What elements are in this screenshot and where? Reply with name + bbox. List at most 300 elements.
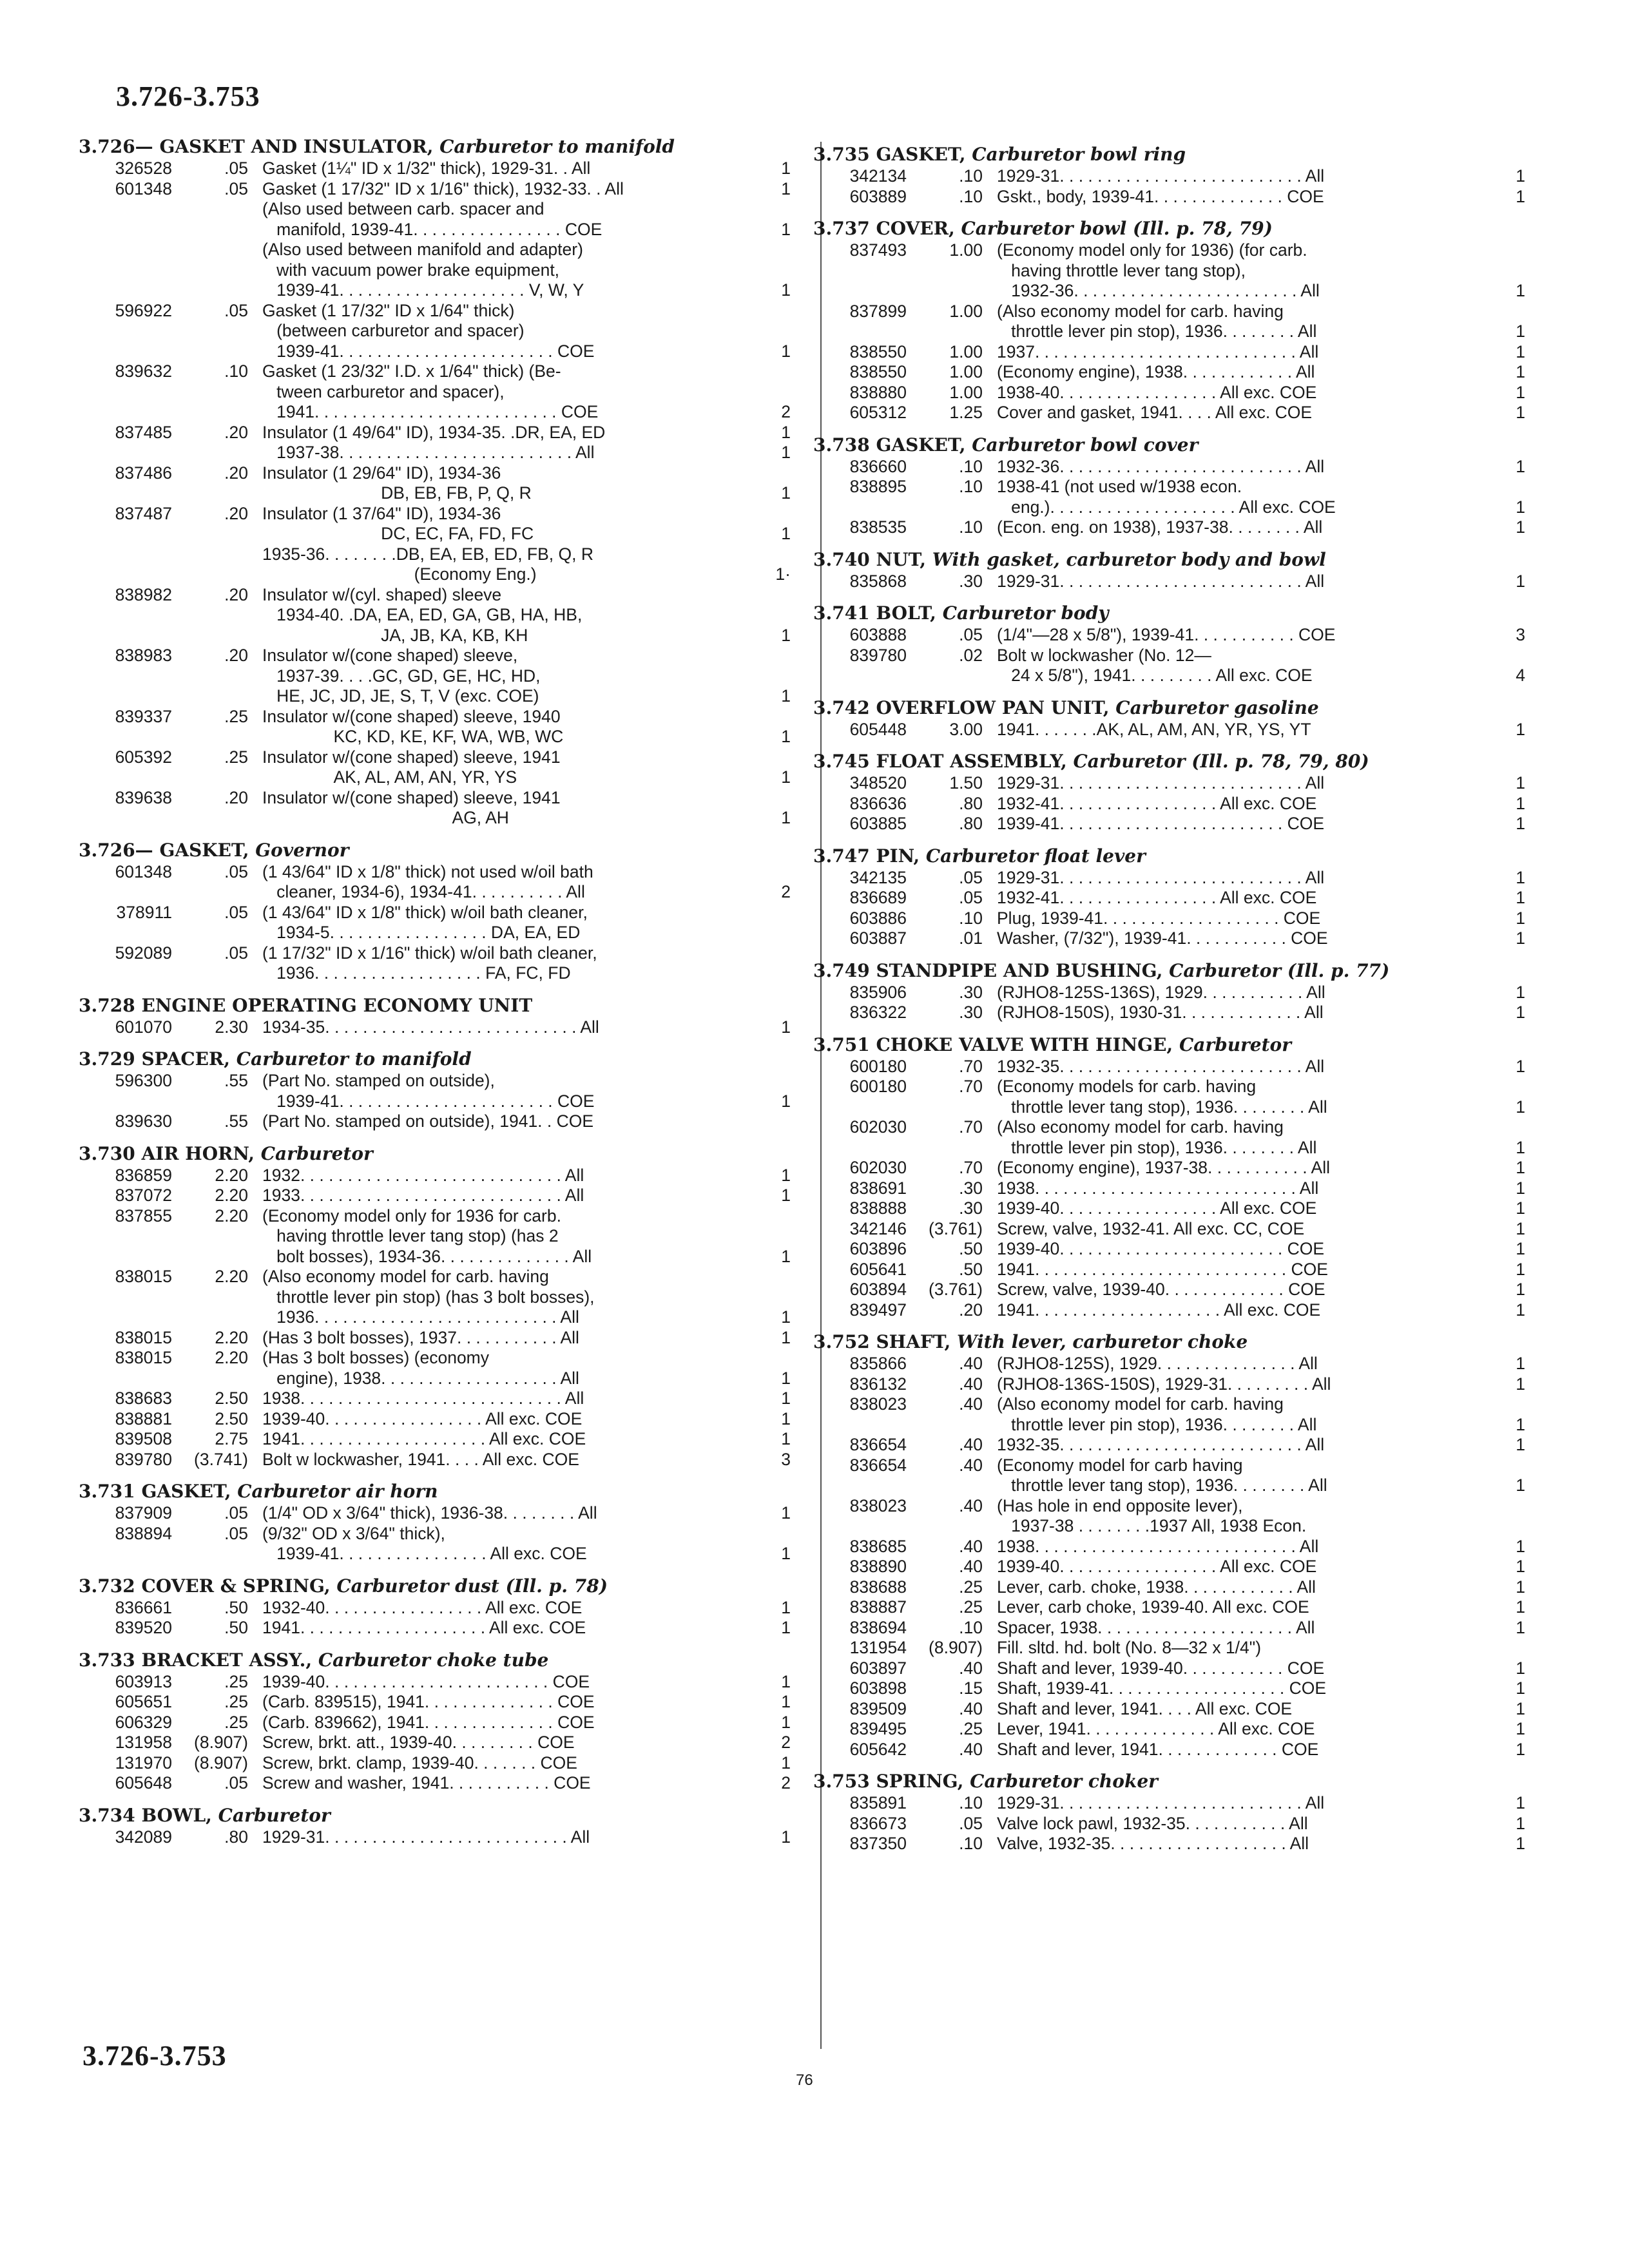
part-number [79,524,172,544]
part-number [79,280,172,301]
part-price: .40 [959,1658,983,1678]
part-description: 1939-41. . . . . . . . . . . . . . . . . . . . . . . COE [262,1091,595,1111]
part-quantity [752,1206,791,1227]
part-number: 342089 [115,1827,172,1847]
part-quantity: 1 [781,808,791,827]
part-quantity [1487,240,1525,261]
part-number [813,281,907,302]
part-description: 1934-5. . . . . . . . . . . . . . . . . DA, EA, ED [262,923,581,942]
part-quantity [752,301,791,322]
part-row [79,1328,807,1349]
part-number [79,1544,172,1564]
section-number: 3.734 [79,1804,142,1826]
part-row [813,477,1541,497]
part-quantity: 1 [781,625,791,645]
part-quantity: 1 [781,1186,791,1205]
part-price: .25 [959,1577,983,1597]
part-quantity: 2 [781,1733,791,1752]
part-description: (1/4"—28 x 5/8"), 1939-41. . . . . . . . . . . COE [997,625,1336,644]
part-quantity: 1 [781,1712,791,1732]
part-number [813,1516,907,1537]
part-description: Insulator w/(cyl. shaped) sleeve [262,584,502,604]
part-row [813,1496,1541,1517]
part-price [172,1226,262,1247]
part-quantity: 1 [781,1692,791,1711]
part-number: 838550 [849,341,907,361]
part-price [172,605,262,626]
part-row [813,1597,1541,1618]
section-heading [79,135,807,159]
part-quantity: 1 [1516,1300,1525,1320]
part-description: tween carburetor and spacer), [262,381,505,401]
part-description: Insulator (1 49/64" ID), 1934-35. .DR, EA, ED [262,422,606,442]
part-description: 1938. . . . . . . . . . . . . . . . . . . . . . . . . . . . All [997,1178,1319,1198]
part-row [813,1793,1541,1814]
part-quantity: 1 [1516,362,1525,381]
part-row [813,983,1541,1003]
part-number: 839630 [115,1111,172,1131]
section-subtitle: With lever, carburetor choke [956,1331,1248,1352]
part-number: 603894 [849,1280,907,1299]
part-row [813,1117,1541,1138]
part-price [172,1247,262,1267]
part-description: 1939-40. . . . . . . . . . . . . . . . . All exc. COE [997,1557,1317,1576]
part-row [813,342,1541,363]
part-price [172,260,262,281]
part-number: 835906 [849,982,907,1002]
part-row [813,1678,1541,1699]
part-number: 838983 [115,646,172,665]
page-number: 76 [796,2071,813,2089]
part-price [172,544,262,565]
part-quantity: 1 [1516,1137,1525,1157]
part-quantity: 1 [781,280,791,300]
part-row [813,362,1541,383]
part-row [79,808,807,829]
part-price: 2.50 [215,1408,248,1428]
part-quantity: 1 [1516,382,1525,402]
part-number: 839638 [115,787,172,807]
part-price [172,923,262,943]
part-row [79,1267,807,1287]
part-quantity [752,963,791,984]
part-price: .70 [959,1117,983,1137]
part-quantity: 1 [781,1618,791,1637]
section-heading [813,143,1541,166]
part-number [813,1097,907,1118]
section-title: BRACKET ASSY., [141,1649,318,1671]
part-description: 1941. . . . . . .AK, AL, AM, AN, YR, YS, YT [997,719,1311,739]
part-price: .40 [959,1354,983,1373]
part-description: engine), 1938. . . . . . . . . . . . . . . . . . . All [262,1368,579,1388]
part-quantity: 1 [1516,571,1525,591]
part-description: (1 43/64" ID x 1/8" thick) not used w/oil bath [262,861,593,881]
part-price [907,322,997,342]
part-price: .70 [959,1077,983,1096]
part-row [813,773,1541,794]
section-title: FLOAT ASSEMBLY, [876,751,1074,772]
part-quantity [752,1071,791,1091]
part-price: .10 [959,1793,983,1812]
part-quantity: 1 [781,483,791,503]
part-quantity: 1 [1516,1374,1525,1394]
part-price [172,686,262,707]
part-description: (Carb. 839515), 1941. . . . . . . . . . . . . . COE [262,1692,595,1711]
part-row [813,1280,1541,1300]
catalog-section [79,1649,807,1794]
part-price: .10 [959,166,983,186]
part-price: .10 [959,1834,983,1853]
part-description: (between carburetor and spacer) [262,321,525,340]
part-number: 605448 [849,719,907,739]
part-quantity: 1 [781,727,791,746]
part-number: 835891 [849,1793,907,1812]
part-description: Plug, 1939-41. . . . . . . . . . . . . . . . . . . COE [997,908,1321,928]
part-description: 1941. . . . . . . . . . . . . . . . . . . . All exc. COE [997,1300,1321,1320]
part-number [79,1307,172,1328]
part-description: 1941. . . . . . . . . . . . . . . . . . . . All exc. COE [262,1429,586,1448]
section-number: 3.729 [79,1048,142,1070]
section-subtitle: Carburetor body [942,602,1109,624]
section-title: NUT, [876,548,932,570]
part-row [79,666,807,687]
part-row [79,260,807,281]
part-number [79,564,172,585]
part-number [79,808,172,829]
part-description: 1932-36. . . . . . . . . . . . . . . . . . . . . . . . . . All [997,456,1325,476]
part-description: (Has 3 bolt bosses), 1937. . . . . . . . . . . All [262,1327,579,1347]
part-quantity: 1 [1516,1354,1525,1373]
part-quantity: 1 [1516,908,1525,928]
part-description: throttle lever tang stop), 1936. . . . . . . . All [997,1475,1327,1495]
part-price: .25 [224,1671,248,1691]
section-title: OVERFLOW PAN UNIT, [876,697,1116,718]
part-price: .40 [959,1739,983,1759]
part-row [79,1598,807,1619]
part-description: (RJHO8-136S-150S), 1929-31. . . . . . . . . All [997,1374,1331,1394]
section-heading [813,750,1541,773]
part-row [79,646,807,666]
part-quantity: 1 [1516,1719,1525,1738]
part-number [79,402,172,423]
part-number [79,1287,172,1308]
part-price: .15 [959,1678,983,1698]
part-description: Insulator w/(cone shaped) sleeve, 1941 [262,747,561,767]
part-price: 1.00 [949,301,983,321]
part-number: 838023 [849,1495,907,1515]
part-quantity [752,923,791,943]
part-number: 838881 [115,1408,172,1428]
part-description: 1932-41. . . . . . . . . . . . . . . . . All exc. COE [997,793,1317,813]
part-description: 1932-36. . . . . . . . . . . . . . . . . . . . . . . . All [997,281,1320,300]
section-heading [79,1480,807,1503]
part-number: 839337 [115,706,172,726]
section-subtitle: Carburetor air horn [237,1481,438,1502]
part-row [79,788,807,809]
part-number [813,261,907,282]
part-quantity [752,463,791,484]
part-row [79,1713,807,1733]
part-price [172,1287,262,1308]
part-number [79,666,172,687]
section-title: BOWL, [141,1804,218,1826]
section-subtitle: Carburetor bowl cover [972,434,1199,456]
part-row [79,1524,807,1544]
part-quantity: 1 [781,443,791,462]
part-price: 2.20 [215,1267,248,1286]
part-number: 839495 [849,1719,907,1738]
part-description: 1929-31. . . . . . . . . . . . . . . . . . . . . . . . . . All [997,773,1325,793]
part-number: 837493 [849,240,907,260]
part-price [172,199,262,220]
part-description: Shaft, 1939-41. . . . . . . . . . . . . . . . . . . COE [997,1678,1327,1698]
part-number [79,767,172,788]
section-number: 3.730 [79,1142,142,1164]
section-heading [79,1804,807,1827]
part-description: (Economy engine), 1938. . . . . . . . . . . . All [997,362,1315,381]
part-description: throttle lever tang stop), 1936. . . . . . . . All [997,1097,1327,1117]
part-description: Washer, (7/32"), 1939-41. . . . . . . . . . . COE [997,928,1328,948]
part-row [813,1740,1541,1760]
part-quantity [752,862,791,883]
part-quantity: 1 [1516,403,1525,422]
section-number: 3.726— [79,136,160,157]
part-row [813,888,1541,908]
part-quantity [752,605,791,626]
part-description: DC, EC, FA, FD, FC [262,524,534,543]
part-description: Gasket (1¼" ID x 1/32" thick), 1929-31. . All [262,159,591,178]
part-number: 601070 [115,1017,172,1037]
part-description: 1937-38. . . . . . . . . . . . . . . . . . . . . . . . . All [262,443,595,462]
part-row [813,1415,1541,1436]
part-number: 131954 [849,1638,907,1657]
part-row [79,564,807,585]
part-row [79,1450,807,1470]
part-row [79,1773,807,1794]
section-subtitle: Carburetor float lever [925,845,1146,867]
part-row [813,322,1541,342]
part-description: (1 17/32" ID x 1/16" thick) w/oil bath cleaner, [262,943,597,963]
part-number [79,1369,172,1389]
part-number: 836660 [849,456,907,476]
part-description: (Also economy model for carb. having [997,301,1284,321]
part-number: 605642 [849,1739,907,1759]
part-quantity: 1 [1516,1813,1525,1833]
part-quantity: 1 [781,1165,791,1185]
part-price: .05 [959,625,983,644]
part-description: JA, JB, KA, KB, KH [262,625,528,645]
part-row [813,187,1541,207]
part-number: 603885 [849,814,907,833]
part-row [813,166,1541,187]
part-quantity [1487,1638,1525,1658]
part-row [79,179,807,200]
part-price: 2.20 [215,1348,248,1367]
part-row [813,1097,1541,1118]
part-row [79,321,807,341]
part-number: 839780 [849,645,907,665]
catalog-section [79,135,807,829]
part-description: Gasket (1 23/32" I.D. x 1/64" thick) (Be- [262,361,561,381]
section-title: COVER, [876,218,961,239]
part-quantity: 1 [1516,341,1525,361]
part-number [79,220,172,240]
part-row [813,666,1541,686]
part-row [79,280,807,301]
part-description: Shaft and lever, 1941. . . . . . . . . . . . . COE [997,1739,1319,1759]
part-row [813,1219,1541,1240]
part-description: 1929-31. . . . . . . . . . . . . . . . . . . . . . . . . . All [997,867,1325,887]
part-price: .25 [959,1719,983,1738]
part-row [79,544,807,565]
part-row [813,572,1541,592]
part-price: .05 [224,300,248,320]
part-description: 1936. . . . . . . . . . . . . . . . . . FA, FC, FD [262,963,571,983]
part-description: Gasket (1 17/32" ID x 1/64" thick) [262,300,515,320]
part-row [79,767,807,788]
part-price: 2.20 [215,1186,248,1205]
part-description: (Econ. eng. on 1938), 1937-38. . . . . . . . All [997,517,1323,537]
part-description: Lever, carb. choke, 1938. . . . . . . . . . . . All [997,1577,1316,1597]
part-quantity: 1 [781,422,791,442]
part-row [79,605,807,626]
part-description: Valve, 1932-35. . . . . . . . . . . . . . . . . . . All [997,1834,1309,1853]
part-row [813,868,1541,889]
part-description: 1939-41. . . . . . . . . . . . . . . . . . . . . . . COE [262,341,595,361]
section-number: 3.728 [79,994,142,1016]
part-description: 1929-31. . . . . . . . . . . . . . . . . . . . . . . . . . All [997,1793,1325,1812]
part-description: Bolt w lockwasher, 1941. . . . All exc. COE [262,1449,579,1469]
part-price: (8.907) [194,1753,248,1773]
catalog-section [79,1575,807,1639]
part-row [813,1638,1541,1658]
part-quantity: 1 [1516,1698,1525,1718]
part-description: Insulator (1 29/64" ID), 1934-36 [262,463,501,483]
section-subtitle: Carburetor bowl ring [972,144,1186,165]
section-heading [79,839,807,862]
part-quantity: 1 [1516,1435,1525,1454]
part-row [79,686,807,707]
part-row [813,1138,1541,1158]
part-price: 2.75 [215,1429,248,1448]
part-row [813,1814,1541,1834]
part-price: .05 [959,1813,983,1833]
part-description: 1939-41. . . . . . . . . . . . . . . . . . . . V, W, Y [262,280,584,300]
section-heading [79,994,807,1017]
part-quantity: 1 [781,341,791,361]
part-quantity: 1 [1516,1056,1525,1076]
part-quantity: 1· [775,564,791,584]
part-price [172,727,262,747]
part-number: 603888 [849,625,907,644]
part-number: 838685 [849,1536,907,1556]
part-number: 342146 [849,1218,907,1238]
part-number: 605392 [115,747,172,767]
part-description: Insulator (1 37/64" ID), 1934-36 [262,503,501,523]
part-quantity [1487,477,1525,497]
part-price: .05 [224,1523,248,1543]
part-number [79,626,172,646]
part-number [813,666,907,686]
part-number: 838015 [115,1327,172,1347]
part-quantity [752,260,791,281]
part-quantity: 1 [781,1597,791,1617]
part-number: 326528 [115,159,172,178]
section-heading [813,845,1541,868]
section-title: SPRING, [876,1771,970,1792]
part-description: 1932-35. . . . . . . . . . . . . . . . . . . . . . . . . . All [997,1056,1325,1076]
part-price: .05 [959,867,983,887]
part-quantity [752,1111,791,1132]
part-number: 601348 [115,861,172,881]
catalog-section [813,217,1541,423]
part-row [79,199,807,220]
part-number [79,483,172,504]
part-description: bolt bosses), 1934-36. . . . . . . . . . . . . . All [262,1246,592,1266]
part-description: 1929-31. . . . . . . . . . . . . . . . . . . . . . . . . . All [997,571,1325,591]
part-description: Valve lock pawl, 1932-35. . . . . . . . . . . All [997,1813,1308,1833]
part-price [907,666,997,686]
part-row [79,1348,807,1369]
part-quantity: 1 [1516,1198,1525,1218]
part-quantity [1487,646,1525,666]
part-description: 1929-31. . . . . . . . . . . . . . . . . . . . . . . . . . All [262,1827,590,1847]
part-quantity: 1 [1516,1617,1525,1637]
part-number: 837350 [849,1834,907,1853]
part-price: .20 [224,503,248,523]
part-row [79,1692,807,1713]
part-quantity: 4 [1516,666,1525,685]
part-price: .50 [959,1239,983,1258]
part-description: KC, KD, KE, KF, WA, WB, WC [262,727,564,746]
part-price [172,220,262,240]
part-price [907,1138,997,1158]
part-price [907,1475,997,1496]
part-quantity: 1 [1516,888,1525,907]
part-row [813,1158,1541,1178]
part-price: .80 [959,793,983,813]
part-description: (Also used between manifold and adapter) [262,240,583,259]
part-number: 603896 [849,1239,907,1258]
part-row [79,1409,807,1430]
part-price: .05 [224,902,248,922]
part-number: 837072 [115,1186,172,1205]
part-row [813,240,1541,261]
part-description: throttle lever pin stop), 1936. . . . . . . . All [997,1414,1317,1434]
part-quantity: 2 [781,882,791,901]
part-description: (Has 3 bolt bosses) (economy [262,1348,490,1367]
part-number: 838688 [849,1577,907,1597]
part-quantity: 1 [781,1503,791,1523]
part-number [79,240,172,260]
section-subtitle: Carburetor gasoline [1115,697,1319,718]
part-quantity: 3 [1516,625,1525,644]
part-row [79,1226,807,1247]
part-number [79,341,172,362]
part-price [172,1544,262,1564]
part-price: .40 [959,1495,983,1515]
right-column [813,143,1541,1865]
part-price: .40 [959,1455,983,1475]
part-number: 342135 [849,867,907,887]
part-row [79,402,807,423]
section-heading [813,548,1541,572]
part-quantity: 1 [1516,867,1525,887]
part-quantity [752,1226,791,1247]
part-price: .30 [959,1003,983,1022]
part-price [907,1415,997,1436]
page-range-footer: 3.726-3.753 [82,2040,227,2071]
